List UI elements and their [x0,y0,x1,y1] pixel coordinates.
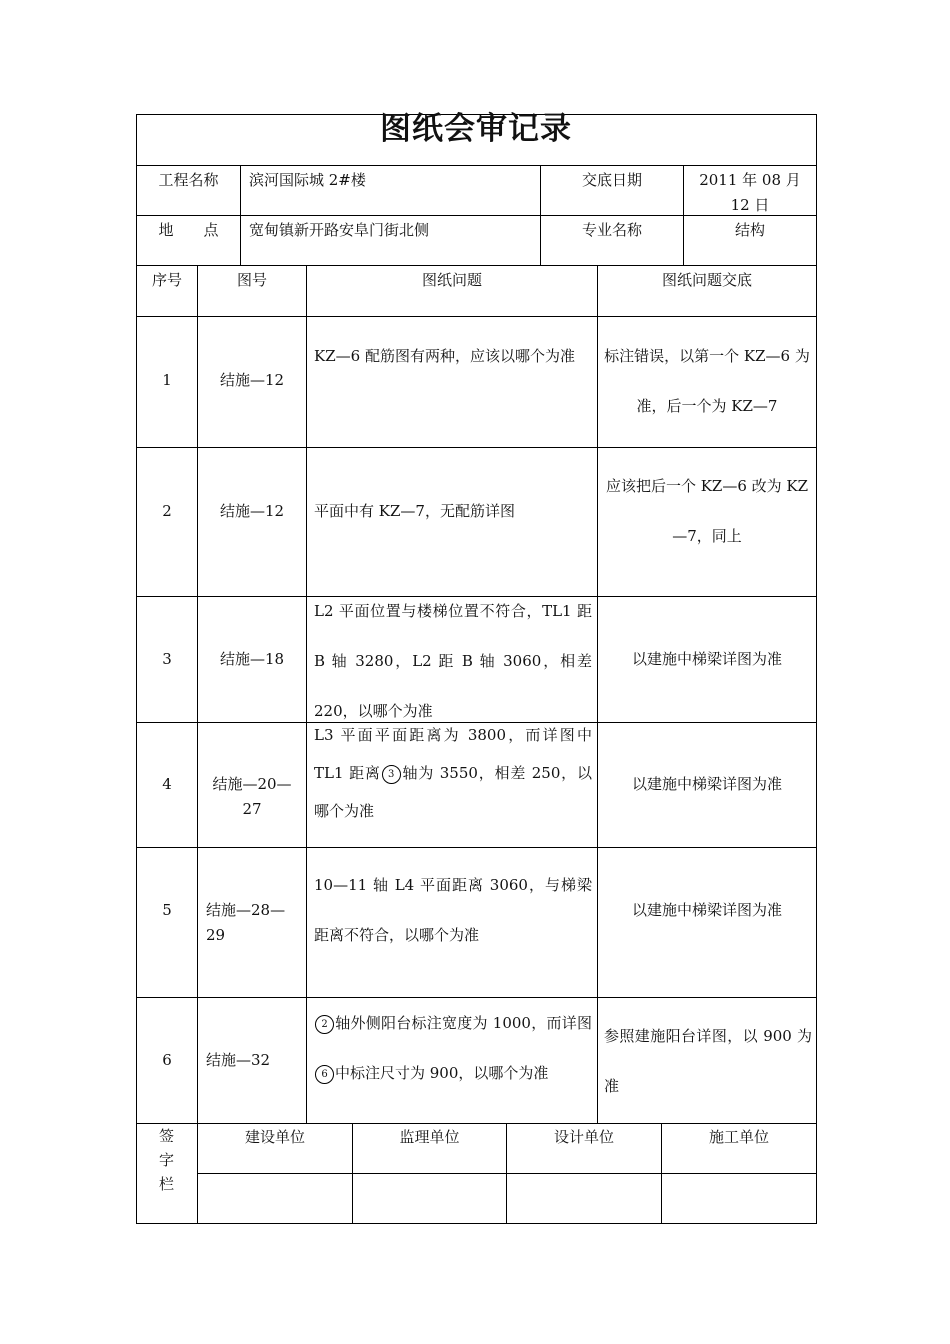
row-2-drawing: 结施—12 [219,502,285,520]
col-answer-header: 图纸问题交底 [661,271,752,289]
row-4-issue [314,716,592,830]
signature-label-char: 字 [158,1151,174,1169]
rule [136,265,817,266]
rule-right [816,114,817,1224]
signature-label-char: 栏 [158,1175,174,1193]
row-6-drawing: 结施—32 [206,1051,271,1069]
row-1-answer: 标注错误，以第一个 KZ—6 为准，后一个为 KZ—7 [604,347,810,415]
row-5-answer: 以建施中梯梁详图为准 [631,901,782,919]
row-3-drawing: 结施—18 [219,650,285,668]
date-line-1: 2011 年 08 月 [699,171,801,189]
row-4-issue-part-1: L3 平面平面距离为 3800，而详图中 TL1 距离 [314,726,592,782]
project-name-value: 滨河国际城 2#楼 [249,171,366,189]
row-5-drawing [206,898,306,948]
row-4-drawing-line-1: 结施—20— [212,775,292,793]
col-issue-header: 图纸问题 [421,271,482,289]
rule [197,265,198,1224]
axis-marker-icon: 2 [315,1015,334,1034]
row-4-drawing [198,772,306,822]
project-name-label: 工程名称 [158,171,219,189]
row-6-issue-part-1: 轴外侧阳台标注宽度为 1000，而详图 [335,1014,592,1032]
row-1-seq: 1 [162,371,172,389]
row-6-issue-part-2: 中标注尺寸为 900，以哪个为准 [335,1064,549,1082]
row-4-drawing-line-2: 27 [242,800,262,818]
row-4-answer: 以建施中梯梁详图为准 [631,775,782,793]
row-4-seq: 4 [162,775,172,793]
location-value: 宽甸镇新开路安阜门街北侧 [249,221,430,239]
detail-marker-icon: 6 [315,1065,334,1084]
location-label: 地 点 [158,221,219,239]
signature-unit-supervision: 监理单位 [399,1128,460,1146]
rule [197,1173,817,1174]
row-1-drawing: 结施—12 [219,371,285,389]
row-5-drawing-line-1: 结施—28— [206,901,286,919]
row-5-drawing-line-2: 29 [206,926,226,944]
signature-label [136,1124,197,1196]
row-5-issue: 10—11 轴 L4 平面距离 3060，与梯梁距离不符合，以哪个为准 [314,876,592,944]
row-5-seq: 5 [162,901,172,919]
rule [597,265,598,1123]
date-line-2: 12 日 [730,196,770,214]
col-seq-header: 序号 [151,271,182,289]
row-2-seq: 2 [162,502,172,520]
signature-label-char: 签 [158,1127,174,1145]
signature-unit-contractor: 施工单位 [708,1128,769,1146]
date-label: 交底日期 [581,171,642,189]
signature-unit-construction: 建设单位 [244,1128,305,1146]
row-3-issue: L2 平面位置与楼梯位置不符合，TL1 距 B 轴 3280，L2 距 B 轴 3060，相差 220，以哪个为准 [314,602,592,720]
row-3-answer: 以建施中梯梁详图为准 [631,650,782,668]
rule [136,316,817,317]
axis-marker-icon: 3 [382,765,401,784]
specialty-label: 专业名称 [581,221,642,239]
row-2-issue: 平面中有 KZ—7，无配筋详图 [314,502,515,520]
row-1-issue: KZ—6 配筋图有两种，应该以哪个为准 [314,347,575,365]
row-2-answer: 应该把后一个 KZ—6 改为 KZ—7，同上 [605,477,809,545]
row-6-seq: 6 [162,1051,172,1069]
rule [136,1123,817,1124]
col-drawing-header: 图号 [236,271,267,289]
rule [136,847,817,848]
specialty-value: 结构 [734,221,765,239]
document-title: 图纸会审记录 [380,111,572,147]
rule [240,165,241,265]
row-3-seq: 3 [162,650,172,668]
signature-unit-design: 设计单位 [553,1128,614,1146]
row-4-issue-part-2: 轴为 3550，相差 250，以哪个为准 [314,764,592,820]
rule [306,265,307,1123]
date-value [684,168,816,218]
row-6-answer: 参照建施阳台详图，以 900 为准 [604,1027,812,1095]
rule [136,447,817,448]
row-6-issue [314,998,592,1098]
rule-bottom [136,1223,817,1224]
rule [136,165,817,166]
